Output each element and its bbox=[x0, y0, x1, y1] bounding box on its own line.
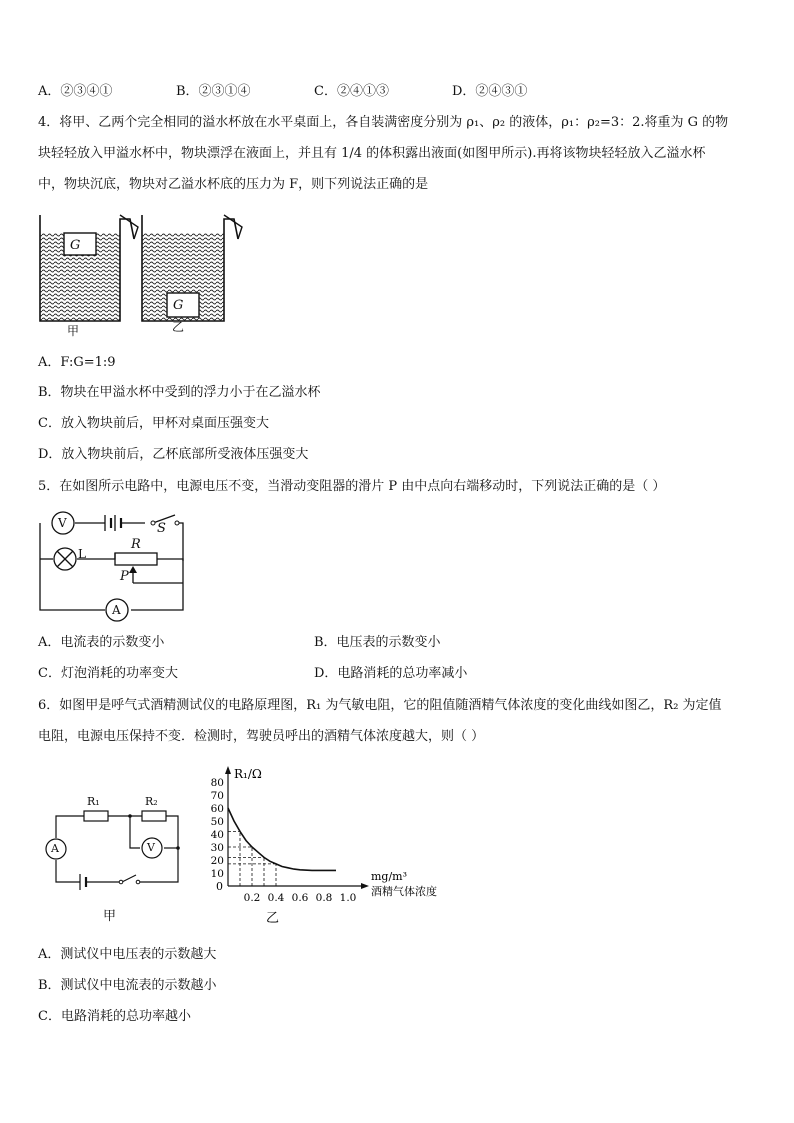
q6-text-line2: 电阻，电源电压保持不变．检测时，驾驶员呼出的酒精气体浓度越大，则（ ） bbox=[38, 729, 485, 744]
y-tick-label: 30 bbox=[210, 842, 224, 854]
q6-option-c: C．电路消耗的总功率越小 bbox=[38, 1009, 191, 1024]
q6-label-a: A bbox=[51, 842, 59, 855]
chart-ylabel: R₁/Ω bbox=[234, 767, 262, 781]
q5-label-a: A bbox=[112, 603, 121, 617]
q6-caption-jia: 甲 bbox=[103, 909, 117, 924]
q5-label-r: R bbox=[131, 537, 141, 552]
q5-text-line1: 5．在如图所示电路中，电源电压不变，当滑动变阻器的滑片 P 由中点向右端移动时，下列说法正确的是（ ） bbox=[38, 479, 666, 494]
q6-text-line1: 6．如图甲是呼气式酒精测试仪的电路原理图，R₁ 为气敏电阻，它的阻值随酒精气体浓度的变化曲线如图乙，R₂ 为定值 bbox=[38, 698, 722, 713]
y-tick-label: 10 bbox=[210, 868, 224, 880]
y-tick-label: 40 bbox=[210, 829, 224, 841]
q6-option-b: B．测试仪中电流表的示数越小 bbox=[38, 978, 217, 993]
q5-option-b: B．电压表的示数变小 bbox=[314, 635, 441, 650]
y-tick-label: 50 bbox=[210, 816, 224, 828]
q4-option-a: A．F:G=1:9 bbox=[38, 355, 116, 370]
q5-option-a: A．电流表的示数变小 bbox=[38, 635, 165, 650]
q3-option-d: D．②④③① bbox=[452, 84, 528, 99]
q6-resistance-chart bbox=[200, 762, 470, 932]
q4-text-line1: 4．将甲、乙两个完全相同的溢水杯放在水平桌面上，各自装满密度分别为 ρ₁、ρ₂ 的液体，ρ₁：ρ₂=3：2.将重为 G 的物 bbox=[38, 115, 729, 130]
q5-option-c: C．灯泡消耗的功率变大 bbox=[38, 666, 178, 681]
q4-option-c: C．放入物块前后，甲杯对桌面压强变大 bbox=[38, 416, 269, 431]
q4-text-line3: 中，物块沉底，物块对乙溢水杯底的压力为 F，则下列说法正确的是 bbox=[38, 177, 429, 192]
q3-option-c: C．②④①③ bbox=[314, 84, 389, 99]
q4-block-label-jia: G bbox=[70, 238, 81, 253]
q4-text-line2: 块轻轻放入甲溢水杯中，物块漂浮在液面上，并且有 1/4 的体积露出液面(如图甲所示).再将该物块轻轻放入乙溢水杯 bbox=[38, 146, 706, 161]
chart-xlabel2: 酒精气体浓度 bbox=[371, 885, 437, 898]
q5-label-v: V bbox=[58, 516, 67, 530]
q4-option-d: D．放入物块前后，乙杯底部所受液体压强变大 bbox=[38, 447, 309, 462]
series-line bbox=[228, 808, 336, 870]
y-tick-label: 70 bbox=[210, 790, 224, 802]
q4-caption-jia: 甲 bbox=[67, 324, 80, 338]
chart-origin-label: 0 bbox=[216, 880, 223, 893]
chart-caption: 乙 bbox=[266, 911, 280, 926]
y-tick-label: 20 bbox=[210, 855, 224, 867]
q4-caption-yi: 乙 bbox=[172, 320, 185, 334]
q5-label-p: P bbox=[120, 569, 129, 584]
q6-label-v: V bbox=[147, 841, 155, 854]
cup-yi bbox=[142, 215, 242, 321]
q3-option-a: A．②③④① bbox=[38, 84, 113, 99]
x-tick-label: 0.2 bbox=[243, 892, 261, 904]
x-tick-label: 0.8 bbox=[315, 892, 333, 904]
q5-label-l: L bbox=[78, 547, 86, 561]
x-tick-label: 1.0 bbox=[339, 892, 357, 904]
cup-jia bbox=[40, 215, 138, 321]
q5-option-d: D．电路消耗的总功率减小 bbox=[314, 666, 468, 681]
q6-circuit-diagram bbox=[40, 790, 190, 895]
q4-block-label-yi: G bbox=[173, 298, 184, 313]
q5-label-s: S bbox=[157, 521, 166, 536]
y-tick-label: 60 bbox=[210, 803, 224, 815]
q4-option-b: B．物块在甲溢水杯中受到的浮力小于在乙溢水杯 bbox=[38, 385, 321, 400]
x-tick-label: 0.4 bbox=[267, 892, 285, 904]
y-tick-label: 80 bbox=[210, 777, 224, 789]
x-tick-label: 0.6 bbox=[291, 892, 309, 904]
q6-option-a: A．测试仪中电压表的示数越大 bbox=[38, 947, 217, 962]
q3-option-b: B．②③①④ bbox=[176, 84, 251, 99]
q6-label-r1: R₁ bbox=[87, 795, 100, 808]
q4-overflow-cups-figure bbox=[30, 205, 260, 340]
q6-label-r2: R₂ bbox=[145, 795, 158, 808]
chart-xlabel: mg/m³ bbox=[371, 870, 408, 883]
